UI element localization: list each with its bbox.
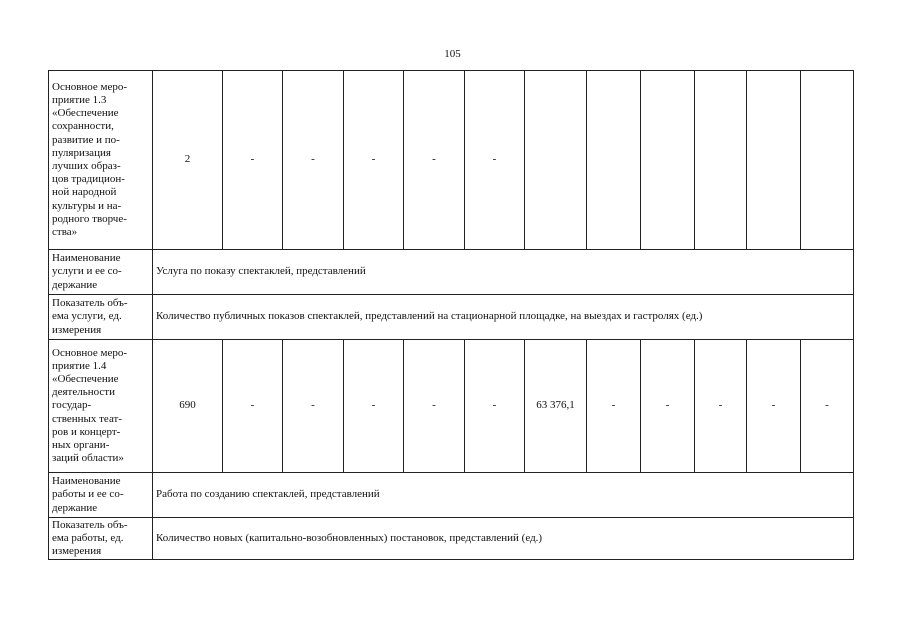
label-line: Наименование: [52, 252, 121, 265]
label-line: государ-: [52, 399, 92, 412]
service-indicator-label: [49, 295, 153, 340]
label-line: сохранности,: [52, 120, 114, 133]
table-row: [49, 340, 854, 473]
value-cell: -: [223, 340, 283, 473]
label-line: ной народной: [52, 186, 117, 199]
label-line: развитие и по-: [52, 133, 120, 146]
label-line: лучших образ-: [52, 160, 121, 172]
page-number: 105: [444, 48, 461, 60]
value-cell: -: [223, 71, 283, 250]
table-row: [49, 473, 854, 518]
value-cell: -: [283, 340, 344, 473]
label-line: держание: [52, 278, 98, 291]
label-line: работы и ее со-: [52, 488, 124, 501]
label-line: держание: [52, 501, 98, 514]
value-cell: -: [695, 340, 747, 473]
table-row: [49, 250, 854, 295]
value-cell: 690: [153, 340, 223, 473]
table-row: [49, 71, 854, 250]
label-line: Показатель объ-: [52, 297, 128, 310]
label-line: родного творче-: [52, 212, 127, 225]
label-line: измерения: [52, 545, 102, 558]
work-indicator-label: [49, 518, 153, 560]
label-line: Основное меро-: [52, 80, 128, 93]
label-line: ров и концерт-: [52, 425, 121, 438]
label-line: Показатель объ-: [52, 518, 128, 531]
value-cell: [525, 71, 587, 250]
label-line: пуляризация: [52, 146, 111, 159]
label-line: измерения: [52, 323, 102, 336]
label-line: деятельности: [52, 386, 115, 399]
service-indicator-text: Количество публичных показов спектаклей, представлений на стационарной площадке, на выездах и гастролях (ед.): [153, 295, 854, 340]
value-cell: -: [587, 340, 641, 473]
value-cell: [641, 71, 695, 250]
value-cell: -: [465, 340, 525, 473]
label-line: культуры и на-: [52, 199, 122, 212]
label-line: ема услуги, ед.: [52, 310, 122, 323]
value-cell: 2: [153, 71, 223, 250]
label-line: Основное меро-: [52, 346, 128, 359]
work-indicator-text: Количество новых (капитально-возобновленных) постановок, представлений (ед.): [153, 518, 854, 560]
value-cell: -: [283, 71, 344, 250]
value-cell: -: [344, 340, 404, 473]
value-cell: -: [465, 71, 525, 250]
value-cell: -: [747, 340, 801, 473]
work-name-text: Работа по созданию спектаклей, представлений: [153, 473, 854, 518]
activity-1-3-label: [49, 71, 153, 250]
value-cell: [801, 71, 854, 250]
label-line: услуги и ее со-: [52, 265, 122, 278]
value-cell: [695, 71, 747, 250]
label-line: «Обеспечение: [52, 107, 119, 120]
table-row: [49, 295, 854, 340]
label-line: цов традицион-: [52, 173, 125, 186]
label-line: ных органи-: [52, 439, 110, 451]
work-name-label: [49, 473, 153, 518]
label-line: заций области»: [52, 452, 124, 465]
service-name-label: [49, 250, 153, 295]
activity-1-4-label: [49, 340, 153, 473]
value-cell: -: [404, 340, 465, 473]
value-cell: [747, 71, 801, 250]
table-row: [49, 518, 854, 560]
label-line: приятие 1.3: [52, 93, 107, 106]
label-line: ства»: [52, 226, 78, 239]
value-cell: -: [404, 71, 465, 250]
program-table: [48, 70, 854, 560]
service-name-text: Услуга по показу спектаклей, представлений: [153, 250, 854, 295]
value-cell: -: [344, 71, 404, 250]
value-cell: [587, 71, 641, 250]
label-line: «Обеспечение: [52, 372, 119, 385]
label-line: Наименование: [52, 475, 121, 488]
value-cell: -: [801, 340, 854, 473]
label-line: ственных теат-: [52, 412, 123, 425]
label-line: приятие 1.4: [52, 359, 107, 372]
value-cell: -: [641, 340, 695, 473]
label-line: ема работы, ед.: [52, 531, 124, 544]
value-cell: 63 376,1: [525, 340, 587, 473]
